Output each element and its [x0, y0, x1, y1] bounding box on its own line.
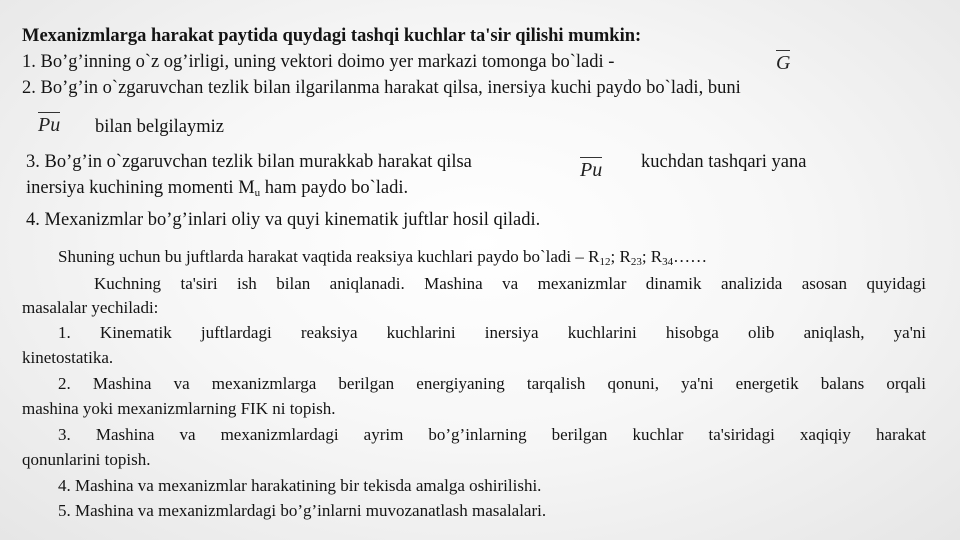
task-3-line-1: 3. Mashina va mexanizmlardagi ayrim bo’g’inlarning berilgan kuchlar ta'siridagi xaqiqiy harakat — [58, 425, 926, 444]
reaction-text: Shuning uchun bu juftlarda harakat vaqtida reaksiya kuchlari paydo bo`ladi – R — [58, 247, 600, 266]
reaction-sep-1: ; R — [610, 247, 631, 266]
task-4-line: 4. Mashina va mexanizmlar harakatining bir tekisda amalga oshirilishi. — [58, 476, 542, 495]
item-3-suffix: kuchdan tashqari yana — [641, 152, 807, 172]
task-1-line-2: kinetostatika. — [22, 348, 114, 367]
item-1-gravity: 1. Bo’g’inning o`z og’irligi, uning vektori doimo yer markazi tomonga bo`ladi - — [22, 52, 615, 72]
inertia-force-symbol — [38, 112, 60, 136]
item-3-line-2 — [26, 176, 408, 205]
reaction-ellipsis: …… — [673, 247, 708, 266]
task-2-line-2: mashina yoki mexanizmlarning FIK ni topish. — [22, 399, 336, 418]
gravity-vector-symbol — [776, 50, 790, 74]
item-4-kinematic-pairs: 4. Mexanizmlar bo’g’inlari oliy va quyi kinematik juftlar hosil qiladi. — [26, 210, 541, 230]
moment-text: inersiya kuchining momenti M — [26, 178, 255, 198]
item-2-inertia: 2. Bo’g’in o`zgaruvchan tezlik bilan ilgarilanma harakat qilsa, inersiya kuchi paydo bo`ladi, buni — [22, 78, 741, 98]
task-5-line: 5. Mashina va mexanizmlardagi bo’g’inlarni muvozanatlash masalalari. — [58, 501, 547, 520]
vector-bar — [580, 157, 602, 158]
reaction-forces-line — [58, 246, 707, 273]
paragraph-line: masalalar yechiladi: — [22, 298, 159, 317]
reaction-sub-12: 12 — [599, 256, 611, 268]
task-1-line-1: 1. Kinematik juftlardagi reaksiya kuchlarini inersiya kuchlarini hisobga olib aniqlash, ya'ni — [58, 323, 926, 342]
gravity-symbol-label: G — [776, 52, 791, 74]
inertia-symbol-label: Pu — [38, 114, 61, 136]
item-3-line-1: 3. Bo’g’in o`zgaruvchan tezlik bilan murakkab harakat qilsa — [26, 152, 472, 172]
slide-heading: Mexanizmlarga harakat paytida quydagi tashqi kuchlar ta'sir qilishi mumkin: — [22, 26, 642, 46]
paragraph-line: Kuchning ta'siri ish bilan aniqlanadi. Mashina va mexanizmlar dinamik analizida asosan quyidagi — [94, 274, 926, 293]
item-2-continuation: bilan belgilaymiz — [95, 117, 224, 137]
vector-bar — [776, 50, 790, 51]
moment-subscript: u — [254, 187, 261, 199]
reaction-sub-23: 23 — [630, 256, 642, 268]
vector-bar — [38, 112, 60, 113]
task-2-line-1: 2. Mashina va mexanizmlarga berilgan energiyaning tarqalish qonuni, ya'ni energetik balans orqali — [58, 374, 926, 393]
moment-text-end: ham paydo bo`ladi. — [260, 178, 409, 198]
reaction-sub-34: 34 — [662, 256, 674, 268]
inertia-force-symbol-2 — [580, 157, 602, 181]
inertia-symbol-label-2: Pu — [580, 159, 603, 181]
reaction-sep-2: ; R — [641, 247, 663, 266]
task-3-line-2: qonunlarini topish. — [22, 450, 151, 469]
